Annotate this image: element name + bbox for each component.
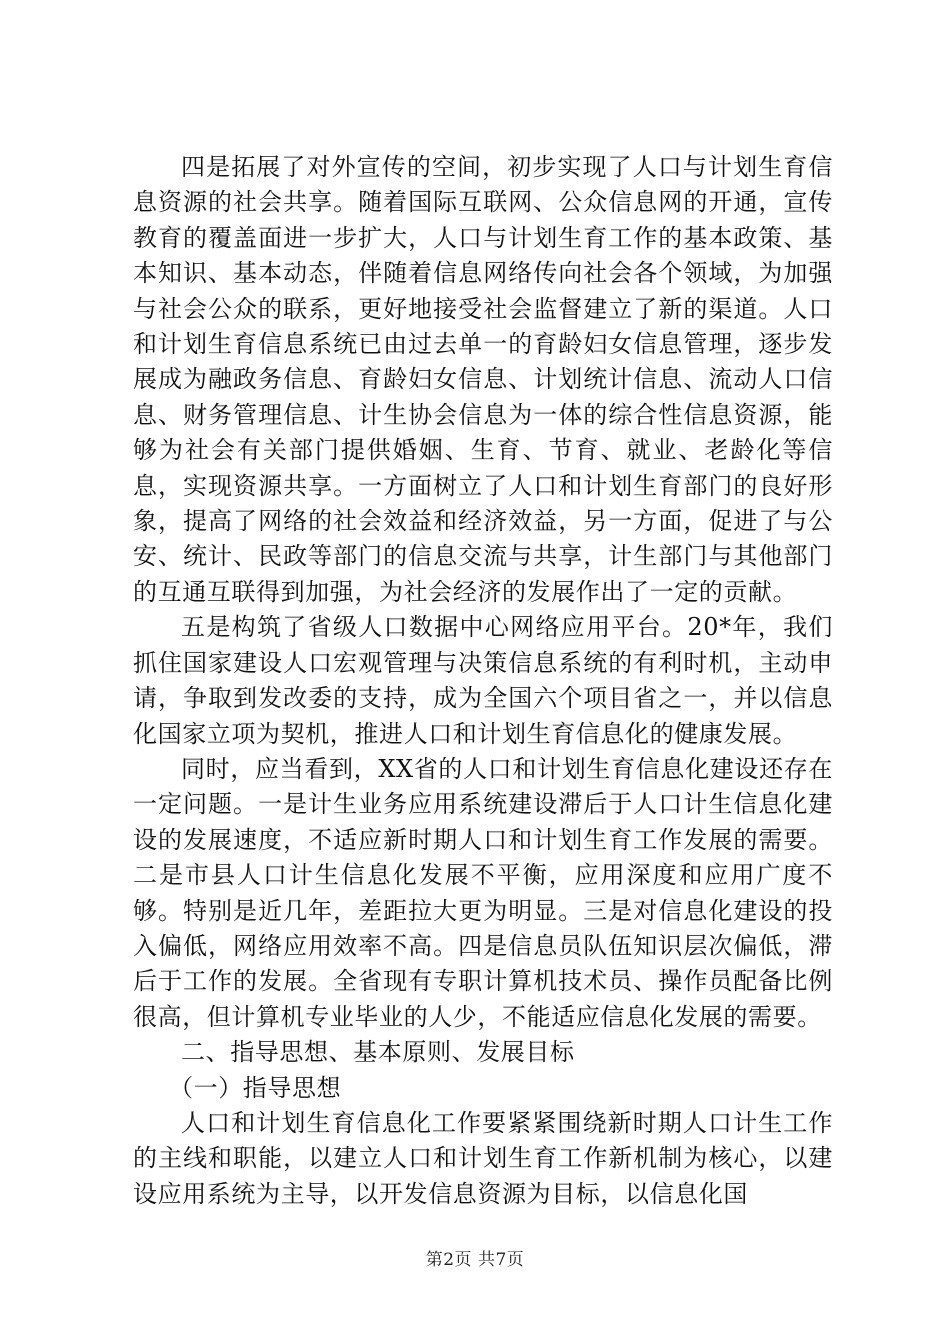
section-heading: 二、指导思想、基本原则、发展目标 (181, 1038, 575, 1067)
subsection-heading: （一）指导思想 (169, 1073, 342, 1102)
page-footer: 第2页 共7页 (425, 1250, 525, 1270)
paragraph-point-five: 五是构筑了省级人口数据中心网络应用平台。20*年，我们抓住国家建设人口宏观管理与决策信息系统的有利时机，主动申请，争取到发改委的支持，成为全国六个项目省之一，并以信息化国家立项为契机，推进人口和计划生育信息化的健康发展。 (133, 613, 833, 748)
paragraph-problems: 同时，应当看到，XX省的人口和计划生育信息化建设还存在一定问题。一是计生业务应用系统建设滞后于人口计生信息化建设的发展速度，不适应新时期人口和计划生育工作发展的需要。二是市县人口计生信息化发展不平衡，应用深度和应用广度不够。特别是近几年，差距拉大更为明显。三是对信息化建设的投入偏低，网络应用效率不高。四是信息员队伍知识层次偏低，滞后于工作的发展。全省现有专职计算机技术员、操作员配备比例很高，但计算机专业毕业的人少，不能适应信息化发展的需要。 (133, 754, 833, 1031)
paragraph-point-four: 四是拓展了对外宣传的空间，初步实现了人口与计划生育信息资源的社会共享。随着国际互联网、公众信息网的开通，宣传教育的覆盖面进一步扩大，人口与计划生育工作的基本政策、基本知识、基本动态，伴随着信息网络传向社会各个领域，为加强与社会公众的联系，更好地接受社会监督建立了新的渠道。人口和计划生育信息系统已由过去单一的育龄妇女信息管理，逐步发展成为融政务信息、育龄妇女信息、计划统计信息、流动人口信息、财务管理信息、计生协会信息为一体的综合性信息资源，能够为社会有关部门提供婚姻、生育、节育、就业、老龄化等信息，实现资源共享。一方面树立了人口和计划生育部门的良好形象，提高了网络的社会效益和经济效益，另一方面，促进了与公安、统计、民政等部门的信息交流与共享，计生部门与其他部门的互通互联得到加强，为社会经济的发展作出了一定的贡献。 (133, 153, 833, 606)
document-body (133, 150, 833, 1212)
paragraph-guiding-ideology: 人口和计划生育信息化工作要紧紧围绕新时期人口计生工作的主线和职能，以建立人口和计划生育工作新机制为核心，以建设应用系统为主导，以开发信息资源为目标，以信息化国 (133, 1108, 833, 1208)
